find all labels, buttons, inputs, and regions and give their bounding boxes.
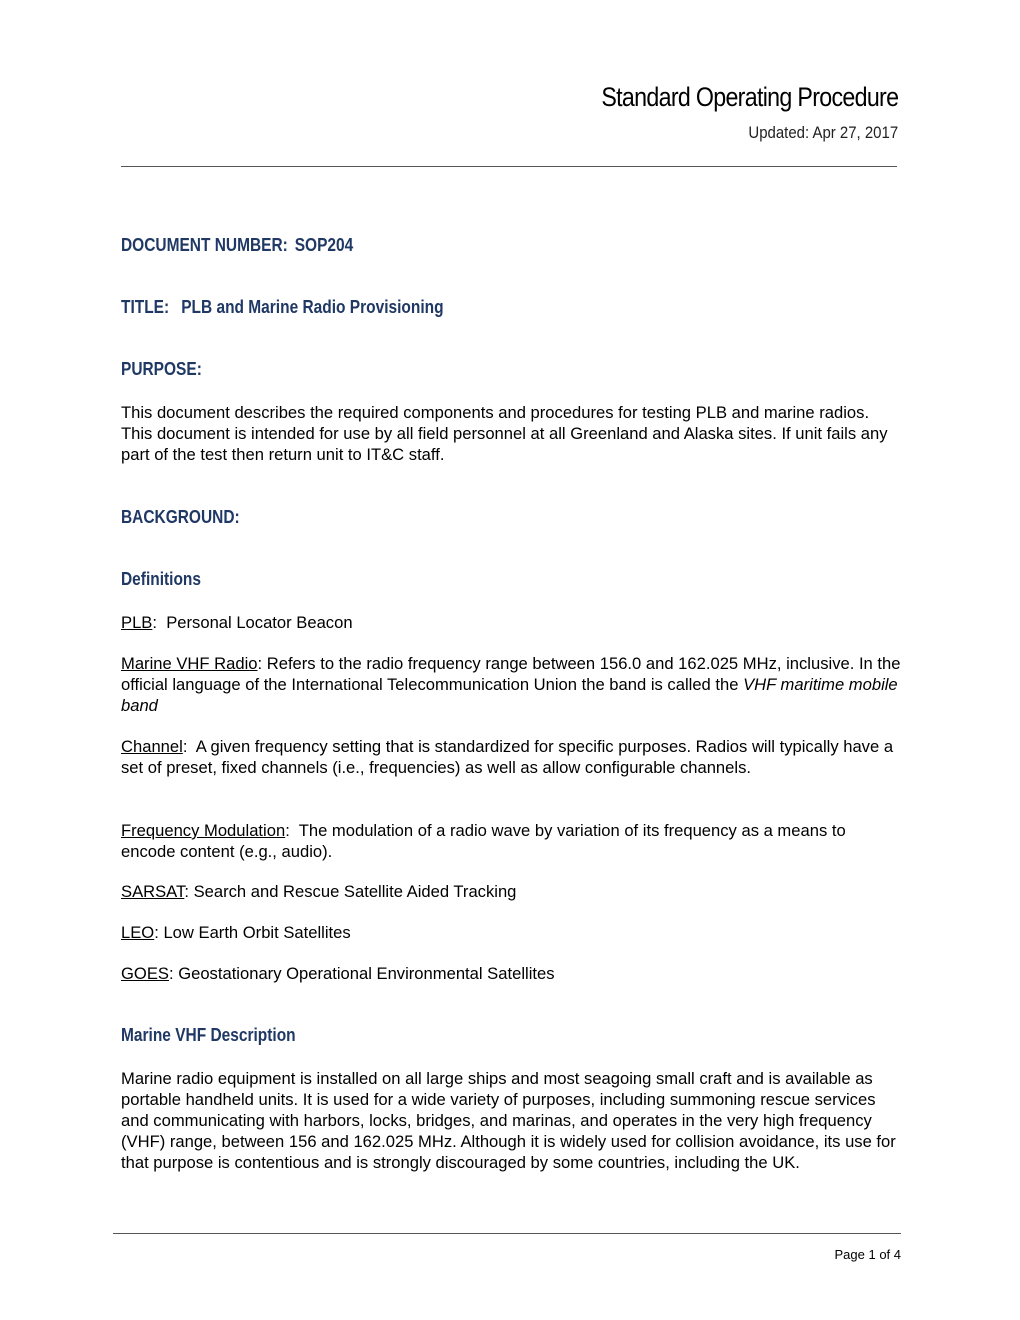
definition-goes: GOES: Geostationary Operational Environmental Satellites bbox=[121, 964, 555, 983]
definition-term: Channel bbox=[121, 737, 183, 756]
document-number bbox=[121, 235, 353, 256]
definition-plb: PLB: Personal Locator Beacon bbox=[121, 613, 353, 632]
marine-vhf-text: Marine radio equipment is installed on all large ships and most seagoing small craft and is available as portable handheld units. It is used for a wide variety of purposes, including summoning rescue services and communicating with harbors, locks, bridges, and marinas, and operates in the very high frequency (VHF) range, between 156 and 162.025 MHz. Although it is widely used for collision avoidance, its use for that purpose is contentious and is strongly discouraged by some countries, including the UK. bbox=[121, 1069, 896, 1172]
definition-text: Geostationary Operational Environmental Satellites bbox=[178, 964, 555, 983]
definition-term: LEO bbox=[121, 923, 155, 942]
purpose-text: This document describes the required components and procedures for testing PLB and marine radios. This document is intended for use by all field personnel at all Greenland and Alaska sites. If unit fails any part of the test then return unit to IT&C staff. bbox=[121, 403, 888, 464]
definition-term: Frequency Modulation bbox=[121, 821, 286, 840]
footer-divider bbox=[113, 1233, 901, 1234]
definition-channel: Channel: A given frequency setting that is standardized for specific purposes. Radios will typically have a set of preset, fixed channels (i.e., frequencies) as well as allow configurable channels. bbox=[121, 737, 894, 777]
definition-leo: LEO: Low Earth Orbit Satellites bbox=[121, 923, 351, 942]
purpose-heading: PURPOSE: bbox=[121, 359, 202, 379]
document-number-label: DOCUMENT NUMBER: bbox=[121, 235, 288, 255]
header-divider bbox=[121, 166, 897, 167]
definition-term: GOES bbox=[121, 964, 169, 983]
definition-term: PLB bbox=[121, 613, 153, 632]
marine-vhf-heading: Marine VHF Description bbox=[121, 1025, 296, 1045]
header-title: Standard Operating Procedure bbox=[601, 82, 898, 112]
definition-sarsat: SARSAT: Search and Rescue Satellite Aided Tracking bbox=[121, 882, 517, 901]
definition-text: A given frequency setting that is standardized for specific purposes. Radios will typically have a set of preset, fixed channels (i.e., frequencies) as well as allow configurable channels. bbox=[121, 737, 894, 777]
definition-text: Refers to the radio frequency range between 156.0 and 162.025 MHz, inclusive. In the official language of the International Telecommunication Union the band is called the bbox=[121, 654, 901, 694]
definition-italic-text: VHF maritime mobile band bbox=[121, 675, 898, 715]
background-heading: BACKGROUND: bbox=[121, 507, 240, 527]
definition-frequency-modulation: Frequency Modulation: The modulation of a radio wave by variation of its frequency as a means to encode content (e.g., audio). bbox=[121, 821, 846, 861]
definition-marine-vhf-radio: Marine VHF Radio: Refers to the radio frequency range between 156.0 and 162.025 MHz, inclusive. In the official language of the International Telecommunication Union the band is called the VHF maritime mobile band bbox=[121, 654, 901, 715]
definition-text: Search and Rescue Satellite Aided Tracking bbox=[193, 882, 517, 901]
page-number: Page 1 of 4 bbox=[834, 1247, 901, 1262]
definitions-heading: Definitions bbox=[121, 569, 201, 589]
document-title-label: TITLE: bbox=[121, 297, 170, 317]
definition-text: Personal Locator Beacon bbox=[166, 613, 353, 632]
document-title bbox=[121, 297, 444, 318]
definition-text: The modulation of a radio wave by variation of its frequency as a means to encode content (e.g., audio). bbox=[121, 821, 846, 861]
header-updated-date: Updated: Apr 27, 2017 bbox=[748, 123, 898, 142]
document-title-value: PLB and Marine Radio Provisioning bbox=[181, 297, 444, 317]
definition-text: Low Earth Orbit Satellites bbox=[163, 923, 351, 942]
definition-term: Marine VHF Radio bbox=[121, 654, 258, 673]
document-number-value: SOP204 bbox=[294, 235, 354, 255]
definition-term: SARSAT bbox=[121, 882, 185, 901]
